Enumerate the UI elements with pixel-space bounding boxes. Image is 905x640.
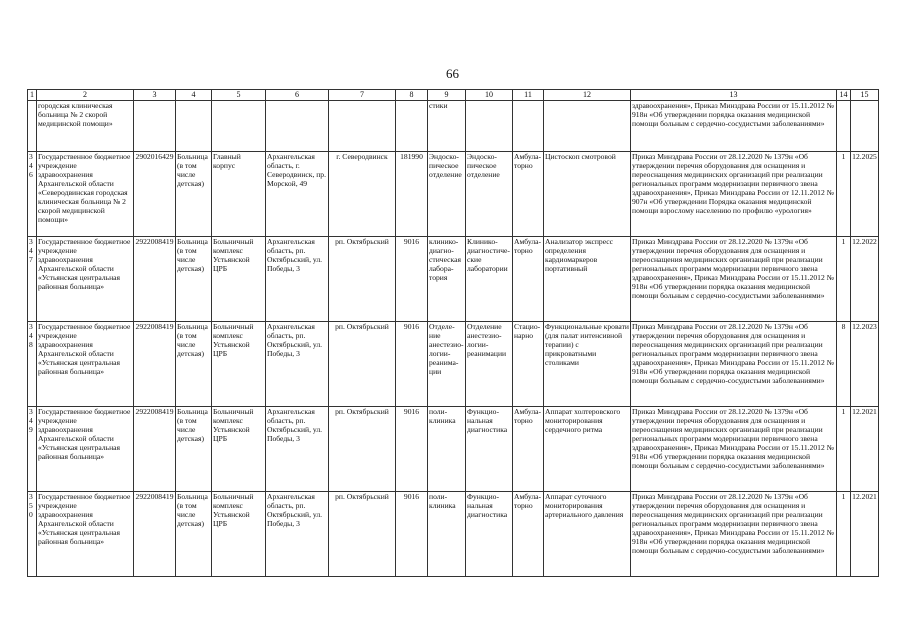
column-number-row bbox=[28, 90, 879, 101]
care-condition-cell: Амбула-торно bbox=[513, 152, 544, 237]
inn-cell bbox=[134, 101, 176, 152]
column-number: 5 bbox=[212, 90, 266, 101]
subdivision-cell: клинико-диагно-стическая лабора-тория bbox=[428, 237, 466, 322]
building-cell: Больничный комплекс Устьянской ЦРБ bbox=[212, 407, 266, 492]
address-cell bbox=[266, 101, 329, 152]
column-number: 11 bbox=[513, 90, 544, 101]
regulation-cell: Приказ Минздрава России от 28.12.2020 № 1379н «Об утверждении перечня оборудования для оснащения и переоснащения медицинских организаций при реализации региональных программ модернизации первичного звена здравоохранения», Приказ Минздрава России от 15.11.2012 № 918н «Об утверждении порядка оказания медицинской помощи больным с сердечно-сосудистыми заболеваниями» bbox=[631, 407, 837, 492]
subdivision-cell: поли-клиника bbox=[428, 492, 466, 577]
address-cell: Архангельская область, рп. Октябрьский, ул. Победы, 3 bbox=[266, 407, 329, 492]
row-number-cell bbox=[28, 101, 37, 152]
department-profile-cell: Функцио-нальная диагностика bbox=[466, 407, 513, 492]
subdivision-cell: стики bbox=[428, 101, 466, 152]
address-cell: Архангельская область, г. Северодвинск, пр. Морской, 49 bbox=[266, 152, 329, 237]
organization-cell: Государственное бюджетное учреждение здравоохранения Архангельской области «Северодвинская городская клиническая больница № 2 скорой медицинской помощи» bbox=[37, 152, 134, 237]
column-number: 12 bbox=[544, 90, 631, 101]
organization-cell: Государственное бюджетное учреждение здравоохранения Архангельской области «Устьянская центральная районная больница» bbox=[37, 322, 134, 407]
population-cell: 9016 bbox=[396, 237, 428, 322]
column-number: 10 bbox=[466, 90, 513, 101]
quantity-cell: 1 bbox=[837, 237, 851, 322]
population-cell: 9016 bbox=[396, 322, 428, 407]
address-cell: Архангельская область, рп. Октябрьский, ул. Победы, 3 bbox=[266, 322, 329, 407]
subdivision-cell: Эндоско-пическое отделение bbox=[428, 152, 466, 237]
care-condition-cell: Амбула-торно bbox=[513, 407, 544, 492]
care-condition-cell: Амбула-торно bbox=[513, 237, 544, 322]
organization-cell: Государственное бюджетное учреждение здравоохранения Архангельской области «Устьянская центральная районная больница» bbox=[37, 237, 134, 322]
department-profile-cell: Клинико-диагностиче-ские лаборатории bbox=[466, 237, 513, 322]
building-cell: Главный корпус bbox=[212, 152, 266, 237]
subdivision-cell: поли-клиника bbox=[428, 407, 466, 492]
table-row bbox=[28, 152, 879, 237]
equipment-cell: Аппарат суточного мониторирования артериального давления bbox=[544, 492, 631, 577]
building-cell bbox=[212, 101, 266, 152]
inn-cell: 2922008419 bbox=[134, 492, 176, 577]
deadline-cell: 12.2025 bbox=[851, 152, 879, 237]
row-number-cell: 350 bbox=[28, 492, 37, 577]
table-body bbox=[28, 90, 879, 577]
table-row bbox=[28, 237, 879, 322]
regulation-cell: Приказ Минздрава России от 28.12.2020 № 1379н «Об утверждении перечня оборудования для оснащения и переоснащения медицинских организаций при реализации региональных программ модернизации первичного звена здравоохранения», Приказ Минздрава России от 15.11.2012 № 918н «Об утверждении порядка оказания медицинской помощи больным с сердечно-сосудистыми заболеваниями» bbox=[631, 492, 837, 577]
equipment-cell bbox=[544, 101, 631, 152]
regulation-cell: Приказ Минздрава России от 28.12.2020 № 1379н «Об утверждении перечня оборудования для оснащения и переоснащения медицинских организаций при реализации региональных программ модернизации первичного звена здравоохранения», Приказ Минздрава России от 15.11.2012 № 918н «Об утверждении порядка оказания медицинской помощи больным с сердечно-сосудистыми заболеваниями» bbox=[631, 237, 837, 322]
address-cell: Архангельская область, рп. Октябрьский, ул. Победы, 3 bbox=[266, 237, 329, 322]
equipment-cell: Цистоскоп смотровой bbox=[544, 152, 631, 237]
population-cell bbox=[396, 101, 428, 152]
locality-cell: рп. Октябрьский bbox=[329, 322, 396, 407]
address-cell: Архангельская область, рп. Октябрьский, ул. Победы, 3 bbox=[266, 492, 329, 577]
column-number: 6 bbox=[266, 90, 329, 101]
building-cell: Больничный комплекс Устьянской ЦРБ bbox=[212, 492, 266, 577]
locality-cell: рп. Октябрьский bbox=[329, 492, 396, 577]
regulation-cell: здравоохранения», Приказ Минздрава России от 15.11.2012 № 918н «Об утверждении порядка оказания медицинской помощи больным с сердечно-сосудистыми заболеваниями» bbox=[631, 101, 837, 152]
inn-cell: 2902016429 bbox=[134, 152, 176, 237]
column-number: 14 bbox=[837, 90, 851, 101]
department-profile-cell: Эндоско-пическое отделение bbox=[466, 152, 513, 237]
equipment-register-table bbox=[27, 89, 879, 577]
quantity-cell: 8 bbox=[837, 322, 851, 407]
deadline-cell: 12.2023 bbox=[851, 322, 879, 407]
table-row bbox=[28, 322, 879, 407]
column-number: 8 bbox=[396, 90, 428, 101]
row-number-cell: 347 bbox=[28, 237, 37, 322]
facility-type-cell: Больница (в том числе детская) bbox=[176, 492, 212, 577]
column-number: 4 bbox=[176, 90, 212, 101]
quantity-cell bbox=[837, 101, 851, 152]
subdivision-cell: Отделе-ние анестезио-логии-реанима-ции bbox=[428, 322, 466, 407]
facility-type-cell: Больница (в том числе детская) bbox=[176, 152, 212, 237]
inn-cell: 2922008419 bbox=[134, 407, 176, 492]
department-profile-cell: Функцио-нальная диагностика bbox=[466, 492, 513, 577]
row-number-cell: 346 bbox=[28, 152, 37, 237]
organization-cell: Государственное бюджетное учреждение здравоохранения Архангельской области «Устьянская центральная районная больница» bbox=[37, 492, 134, 577]
column-number: 7 bbox=[329, 90, 396, 101]
column-number: 13 bbox=[631, 90, 837, 101]
quantity-cell: 1 bbox=[837, 492, 851, 577]
facility-type-cell: Больница (в том числе детская) bbox=[176, 322, 212, 407]
deadline-cell bbox=[851, 101, 879, 152]
building-cell: Больничный комплекс Устьянской ЦРБ bbox=[212, 237, 266, 322]
locality-cell: г. Северодвинск bbox=[329, 152, 396, 237]
deadline-cell: 12.2021 bbox=[851, 492, 879, 577]
regulation-cell: Приказ Минздрава России от 28.12.2020 № 1379н «Об утверждении перечня оборудования для оснащения и переоснащения медицинских организаций при реализации региональных программ модернизации первичного звена здравоохранения», Приказ Минздрава России от 12.11.2012 № 907н «Об утверждении Порядка оказания медицинской помощи взрослому населению по профилю «урология» bbox=[631, 152, 837, 237]
locality-cell bbox=[329, 101, 396, 152]
deadline-cell: 12.2021 bbox=[851, 407, 879, 492]
row-number-cell: 348 bbox=[28, 322, 37, 407]
inn-cell: 2922008419 bbox=[134, 237, 176, 322]
department-profile-cell bbox=[466, 101, 513, 152]
table-row bbox=[28, 407, 879, 492]
deadline-cell: 12.2022 bbox=[851, 237, 879, 322]
equipment-cell: Анализатор экспресс определения кардиомаркеров портативный bbox=[544, 237, 631, 322]
locality-cell: рп. Октябрьский bbox=[329, 237, 396, 322]
locality-cell: рп. Октябрьский bbox=[329, 407, 396, 492]
department-profile-cell: Отделение анестезио-логии-реанимации bbox=[466, 322, 513, 407]
column-number: 2 bbox=[37, 90, 134, 101]
quantity-cell: 1 bbox=[837, 152, 851, 237]
column-number: 9 bbox=[428, 90, 466, 101]
population-cell: 181990 bbox=[396, 152, 428, 237]
facility-type-cell: Больница (в том числе детская) bbox=[176, 407, 212, 492]
quantity-cell: 1 bbox=[837, 407, 851, 492]
population-cell: 9016 bbox=[396, 407, 428, 492]
continuation-row bbox=[28, 101, 879, 152]
population-cell: 9016 bbox=[396, 492, 428, 577]
column-number: 1 bbox=[28, 90, 37, 101]
care-condition-cell bbox=[513, 101, 544, 152]
equipment-cell: Аппарат холтеровского мониторирования сердечного ритма bbox=[544, 407, 631, 492]
row-number-cell: 349 bbox=[28, 407, 37, 492]
building-cell: Больничный комплекс Устьянской ЦРБ bbox=[212, 322, 266, 407]
care-condition-cell: Амбула-торно bbox=[513, 492, 544, 577]
care-condition-cell: Стацио-нарно bbox=[513, 322, 544, 407]
facility-type-cell: Больница (в том числе детская) bbox=[176, 237, 212, 322]
inn-cell: 2922008419 bbox=[134, 322, 176, 407]
regulation-cell: Приказ Минздрава России от 28.12.2020 № 1379н «Об утверждении перечня оборудования для оснащения и переоснащения медицинских организаций при реализации региональных программ модернизации первичного звена здравоохранения», Приказ Минздрава России от 15.11.2012 № 918н «Об утверждении порядка оказания медицинской помощи больным с сердечно-сосудистыми заболеваниями» bbox=[631, 322, 837, 407]
page-number: 66 bbox=[446, 66, 459, 81]
equipment-cell: Функциональные кровати (для палат интенсивной терапии) с прикроватными столиками bbox=[544, 322, 631, 407]
column-number: 15 bbox=[851, 90, 879, 101]
facility-type-cell bbox=[176, 101, 212, 152]
column-number: 3 bbox=[134, 90, 176, 101]
organization-cell: Государственное бюджетное учреждение здравоохранения Архангельской области «Устьянская центральная районная больница» bbox=[37, 407, 134, 492]
organization-cell: городская клиническая больница № 2 скорой медицинской помощи» bbox=[37, 101, 134, 152]
table-row bbox=[28, 492, 879, 577]
